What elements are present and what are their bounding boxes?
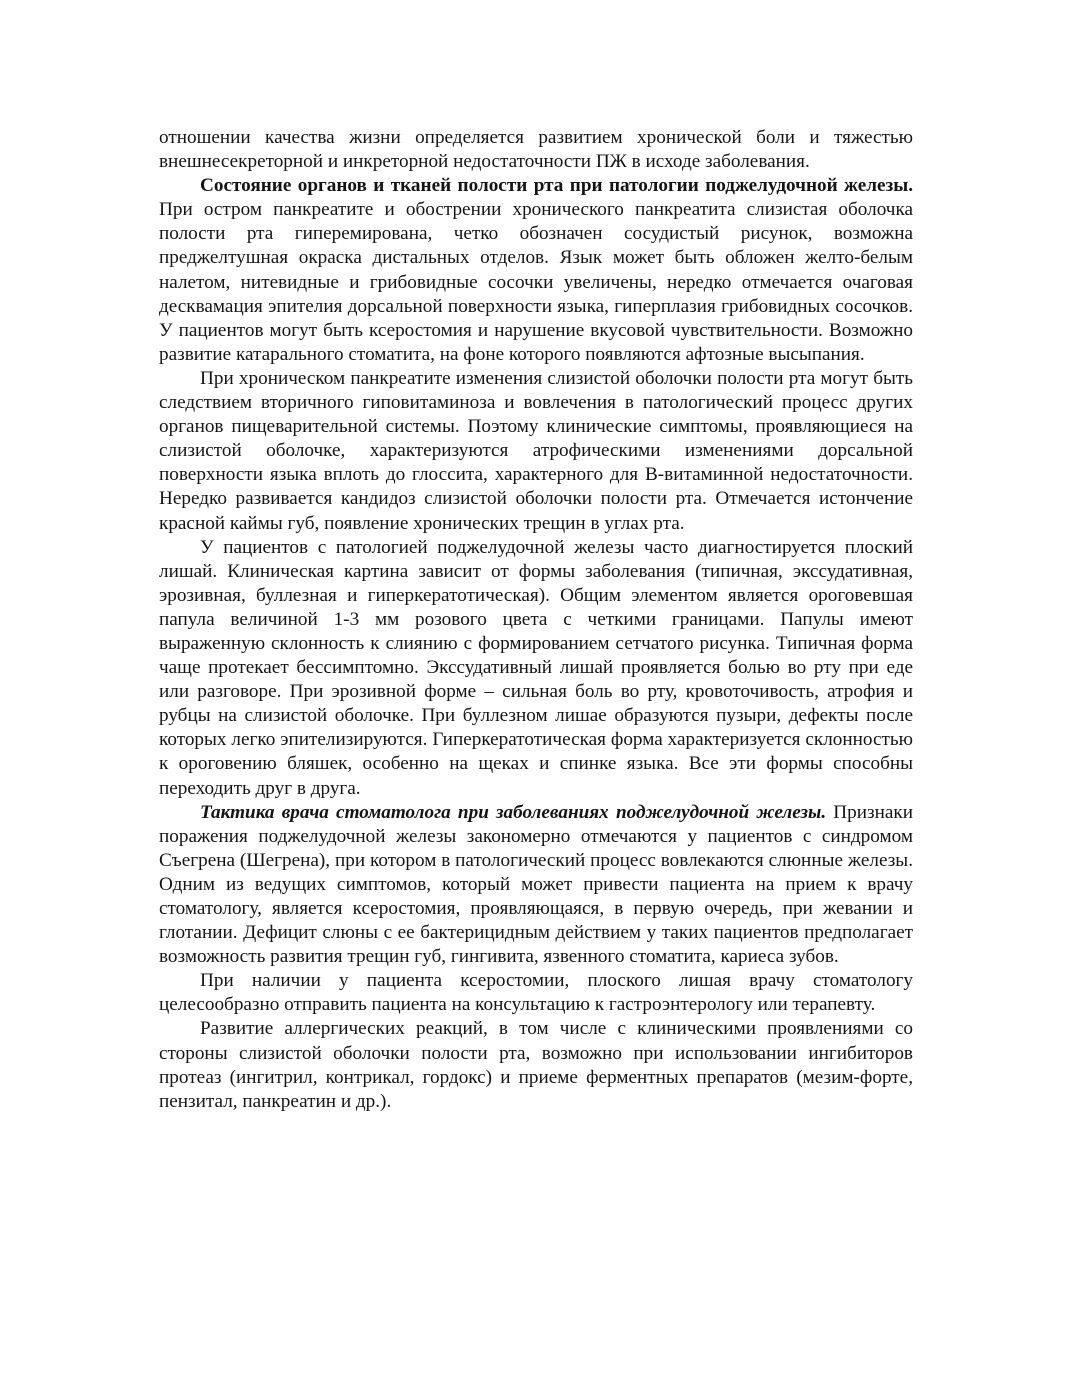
section-heading-dentist-tactics: Тактика врача стоматолога при заболеваниях поджелудочной железы. [200,801,827,823]
section-heading-oral-cavity: Состояние органов и тканей полости рта при патологии поджелудочной железы. [200,175,913,197]
paragraph-allergic-reactions: Развитие аллергических реакций, в том числе с клиническими проявлениями со стороны слизистой оболочки полости рта, возможно при использовании ингибиторов протеаз (ингитрил, контрикал, гордокс) и приеме ферментных препаратов (мезим-форте, пензитал, панкреатин и др.). [159,1018,913,1112]
paragraph-continuation: отношении качества жизни определяется развитием хронической боли и тяжестью внешнесекреторной и инкреторной недостаточности ПЖ в исходе заболевания. [159,127,913,173]
paragraph-oral-cavity-state [159,174,913,367]
paragraph-referral: При наличии у пациента ксеростомии, плоского лишая врачу стоматологу целесообразно отправить пациента на консультацию к гастроэнтерологу или терапевту. [159,970,913,1016]
document-page [159,126,913,1114]
paragraph-body: Признаки поражения поджелудочной железы закономерно отмечаются у пациентов с синдромом Съегрена (Шегрена), при котором в патологический процесс вовлекаются слюнные железы. Одним из ведущих симптомов, который может привести пациента на прием к врачу стоматологу, является ксеростомия, проявляющаяся, в первую очередь, при жевании и глотании. Дефицит слюны с ее бактерицидным действием у таких пациентов предполагает возможность развития трещин губ, гингивита, язвенного стоматита, кариеса зубов. [159,801,913,968]
paragraph-dentist-tactics [159,801,913,970]
paragraph-body: При остром панкреатите и обострении хронического панкреатита слизистая оболочка полости рта гиперемирована, четко обозначен сосудистый рисунок, возможна преджелтушная окраска дистальных отделов. Язык может быть обложен желто-белым налетом, нитевидные и грибовидные сосочки увеличены, нередко отмечается очаговая десквамация эпителия дорсальной поверхности языка, гиперплазия грибовидных сосочков. У пациентов могут быть ксеростомия и нарушение вкусовой чувствительности. Возможно развитие катарального стоматита, на фоне которого появляются афтозные высыпания. [159,199,913,365]
paragraph-chronic-pancreatitis: При хроническом панкреатите изменения слизистой оболочки полости рта могут быть следствием вторичного гиповитаминоза и вовлечения в патологический процесс других органов пищеварительной системы. Поэтому клинические симптомы, проявляющиеся на слизистой оболочке, характеризуются атрофическими изменениями дорсальной поверхности языка вплоть до глоссита, характерного для В-витаминной недостаточности. Нередко развивается кандидоз слизистой оболочки полости рта. Отмечается истончение красной каймы губ, появление хронических трещин в углах рта. [159,367,913,534]
paragraph-lichen-planus: У пациентов с патологией поджелудочной железы часто диагностируется плоский лишай. Клиническая картина зависит от формы заболевания (типичная, экссудативная, эрозивная, буллезная и гиперкератотическая). Общим элементом является ороговевшая папула величиной 1-3 мм розового цвета с четкими границами. Папулы имеют выраженную склонность к слиянию с формированием сетчатого рисунка. Типичная форма чаще протекает бессимптомно. Экссудативный лишай проявляется болью во рту при еде или разговоре. При эрозивной форме – сильная боль во рту, кровоточивость, атрофия и рубцы на слизистой оболочке. При буллезном лишае образуются пузыри, дефекты после которых легко эпителизируются. Гиперкератотическая форма характеризуется склонностью к ороговению бляшек, особенно на щеках и спинке языка. Все эти формы способны переходить друг в друга. [159,536,913,799]
